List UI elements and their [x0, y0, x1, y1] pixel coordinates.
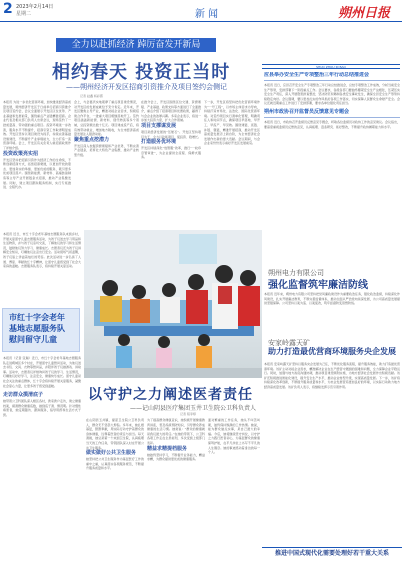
section-name: 新闻: [195, 9, 221, 20]
feature-col-2: 为了提高群众健康意识，她积极开展健康教育讲座，普及疾病预防知识，引导群众养成健康的生活习惯。她常说：“群众的健康就是我们最大的责任。”在她的带领下，公卫科各项工作走在全县前列，多次受到上级部门表彰。 精益求精提档服务 她始终坚持学习，不断提升业务能力，精益求精，为群众提供更优质的健康服务。: [147, 418, 205, 462]
lead-subhead-2: 聚焦重点挖潜力: [74, 136, 110, 143]
brief-4-body: 本报讯 安家岭露天矿坚持以服务央企发展为己任，不断优化服务流程，提升服务效能，助力打造最优营商环境。该矿主动对接企业需求，精准解决企业在生产经营中遇到的困难和问题，全力保障企业平稳运行。同时，加强与地方政府沟通协调，推动项目建设顺利实施，为地方经济社会发展作出积极贡献。该矿还积极推进智能化建设，提升安全生产水平，推动企业转型升级，实现高质量发展。下一步，该矿将持续深化改革创新，不断提升服务质量和水平，为央企发展营造更加良好的环境，以实际行动助力地方经济高质量发展。该矿负责人表示，将继续发挥示范引领作用。: [264, 362, 400, 389]
volunteers-with-children-photo: [84, 230, 262, 378]
feature-subtitle: ——记山阴县医疗集团玉井卫生院公卫科负责人: [130, 405, 257, 412]
lead-subhead-1: 投资政策亮实招: [3, 150, 39, 157]
feature-subhead-3: 精益求精提档服务: [147, 445, 188, 452]
lead-col-4: 下一步，开发区将坚持把优化营商环境作为“一号工程”，以市场主体需求为导向，持续打造市场化、法治化、国际化营商环境。对签约项目实行清单化管理，明确责任人和时间节点，确保项目早落地、早开工、早投产、早见效。围绕建链、延链、补链、强链，精准开展招商，推动开发区高质量发展迈上新台阶，为全市经济社会发展作出新的更大贡献。会议期间，与会企业家纷纷表示看好开发区发展前景。: [204, 100, 260, 146]
lead-col-1: 本报讯 为进一步优化营商环境，加快推进经济高质量发展，朔州经济开发区于日前举行招商引资推介及项目签约会，会议全面展示开发区区位优势、产业基础和发展前景，围绕重点产业链精准招商。企业代表及相关部门负责人出席会议，现场签约了一批质量高、带动强的重点项目。投资环境进一步改善，服务水平不断提升，招商引资工作取得明显成效。开发区坚持以项目建设为抓手，持续完善基础设施建设，不断提升产业承载能力，全力打造一流营商环境。会上，开发区有关负责人就招商政策作了详细介绍。 投资政策亮实招 开发区坚持把招商引资作为经济工作的生命线，不断创新招商方式，拓宽招商渠道，以更加开放的姿态、更加务实的举措、更加优质的服务，吸引更多优质项目落户。围绕新能源、新材料、高端装备制造等主导产业开展链条式招商，推动产业集聚发展。同时，建立项目跟踪服务机制，实行专班推进、全程代办。: [3, 100, 71, 190]
page-header: [0, 0, 402, 22]
feature-left-col: 本报讯 近日，市红十字会老年基地志愿服务队来到乡村，开展关爱留守儿童志愿服务活动，为孩子们送去学习用品和生活物资，并与孩子们亲切交流，了解他们的学习和生活情况，鼓励他们努力学习、健康成长。志愿者们还为孩子们讲解安全知识，叮嘱他们注意出行安全。活动现场气氛温馨，孩子们脸上洋溢着灿烂的笑容。此次活动进一步弘扬了人道、博爱、奉献的红十字精神，让留守儿童感受到了社会大家庭的温暖。志愿服务队表示，将持续开展关爱活动。: [3, 232, 81, 269]
brief-4-title: 助力打造最优营商环境服务央企发展: [268, 346, 396, 356]
right-briefs: 应县举办安全生产专项整治三年行动总结推进会 本报讯 近日，应县召开安全生产专项整治三年行动总结推进会，总结专项整治工作成效，分析当前安全生产形势，安排部署下一阶段重点工作。会议要求，各级各部门要始终绷紧安全生产这根弦，压紧压实安全生产责任，深入开展隐患排查整治，坚决防范和遏制各类安全事故发生，确保全县安全生产形势持续稳定向好。会议强调，要以更加扎实的作风抓好各项工作落实，切实保障人民群众生命财产安全。会议还就近期重点工作进行了安排部署，要求各单位强化责任担当。 朔州市政协召开监督员反馈意见专题会 本报讯 近日，市政协召开监督员反馈意见专题会，听取各位监督员对政协工作的意见建议。会议指出，要高度重视监督员反馈的意见，认真梳理、逐条研究、抓好整改，不断提升政协履职能力和水平。: [264, 72, 400, 129]
feature-col-1: 在山阴县玉井镇，提起卫生院公卫科负责人，群众无不竖起大拇指。多年来，她扎根基层，默默奉献，用实际行动守护着群众的身体健康，诠释着医者的责任与担当。每天清晨，她总是第一个来到卫生院，认真梳理当天的工作任务，带领团队深入村庄开展公共卫生服务。 做实做好公共卫生服务 她坚持把公共卫生服务作为基层医疗工作的重中之重，认真落实各项服务规范，不断提升服务质量和水平。: [86, 418, 144, 471]
brief-3-title: 强化监督筑牢廉洁防线: [268, 280, 368, 291]
lead-col-3: 在推介会上，开发区围绕区位交通、资源禀赋、产业基础、政策支持等方面进行了全面推介，重点介绍了招商项目和优惠政策，赢得了与会企业的浓厚兴趣。多家企业表示，将进一步加大投资力度，扩大合作领域。 项目支撑谋发展 项目是经济发展的“压舱石”。开发区坚持项目为王，全力以赴抓项目、促投资、稳增长。 打造服务优环境 开发区持续深化“放管服”改革，推行“一枚印章管审批”，为企业提供全流程、保姆式服务。: [141, 100, 201, 160]
lead-headline: 相约春天 投资正当时: [52, 62, 231, 83]
bottom-banner-title: 推进中国式现代化需要处理好若干重大关系: [274, 550, 389, 557]
brief-2-title: 朔州市政协召开监督员反馈意见专题会: [264, 108, 350, 115]
lead-subtitle: ——朔州经济开发区招商引资推介及项目签约会侧记: [66, 83, 227, 91]
feature-byline: 记者 程李婷: [180, 412, 196, 416]
masthead-logo: 朔州日报: [338, 6, 391, 21]
lead-photo: [84, 230, 262, 378]
feature-col-3: 面对繁重的工作任务，她从不叫苦叫累，始终保持饱满的工作热情。她说，能为群众做点实事，是自己最大的幸福。今后，她将继续坚守岗位，以守护之力践行医者初心，为基层群众的健康保驾护航，在平凡岗位上书写不平凡的人生篇章。她的事迹感动着身边的每一个人。: [208, 418, 260, 455]
lead-byline: 记者 赵鑫 杨彩霞: [80, 94, 103, 98]
issue-weekday: 星期二: [16, 11, 32, 17]
feature-left-col-2: 本报讯（记者 张瑞）近日，市红十字会老年基地志愿服务队走进朔城区多个村庄，开展留守儿童慰问活动，为他们送去书包、文具、衣物等慰问品，并陪伴孩子们做游戏、讲故事。活动中，志愿者们详细询问孩子们的学习、生活情况，叮嘱他们好好学习，注意安全，健康快乐成长。留守儿童是社会关注的重点群体，红十字会将持续开展关爱服务，凝聚社会爱心力量，让更多孩子感受到温暖。 走访群众摸清底子 她带领公卫科团队深入辖区各村，挨家挨户走访，建立健康档案，摸清群众健康底数，做到底子清、情况明。针对慢性病患者，她定期随访、跟踪服务，指导用药和生活方式干预。: [3, 356, 81, 417]
lead-kicker: 全力以赴抓经济 踔厉奋发开新局: [56, 38, 216, 52]
bottom-banner: [262, 547, 402, 561]
brief-3-body: 本报讯 近年来，朔州电力有限公司坚持把党风廉政建设作为重要政治任务，强化政治监督，持续深化作风建设，扎实开展廉洁教育，不断完善监督体系，推动全面从严治党向纵深发展，为公司高质量发展提供坚强保障。公司坚持以案为鉴、以案促改，筑牢拒腐防变思想防线。: [264, 292, 400, 306]
brief-4-pretitle: 安家岭露天矿: [268, 339, 310, 347]
right-masthead-band: SHUO ZHOU RI BAO: [262, 64, 400, 69]
red-cross-volunteer-box: [2, 308, 80, 352]
issue-date: 2023年2月14日: [16, 4, 54, 10]
lead-col-2: 会上，与会嘉宾实地观摩了重点项目建设情况，对开发区的发展成就给予充分肯定。近年来，开发区聚焦主导产业，精准对接企业需求，积极搭建合作平台，一批重大项目相继落地开工。签约项目涵盖新能源、新材料、现代物流等多个领域，总投资额达数十亿元。项目建成投产后，将有效带动就业，增加地方税收，为全市经济高质量发展注入强劲动能。 聚焦重点挖潜力 开发区深入挖掘资源禀赋和产业优势，不断完善产业链条，培育壮大特色产业集群，推动产业转型升级。: [74, 100, 139, 157]
page-number: 2: [3, 1, 13, 17]
red-cross-box-title: [3, 309, 79, 345]
brief-3-pretitle: 朔州电力有限公司: [268, 269, 324, 277]
feature-subhead-1: 走访群众摸清底子: [3, 392, 44, 399]
lead-subhead-3: 项目支撑谋发展: [141, 122, 177, 129]
lead-subhead-4: 打造服务优环境: [141, 139, 177, 146]
brief-1-title: 应县举办安全生产专项整治三年行动总结推进会: [264, 72, 370, 78]
feature-subhead-2: 做实做好公共卫生服务: [86, 450, 137, 457]
feature-headline: 以守护之力阐述医者责任: [88, 387, 253, 403]
red-cross-box-title-text: 市红十字会老年 基地志愿服务队 慰问留守儿童: [9, 313, 65, 344]
